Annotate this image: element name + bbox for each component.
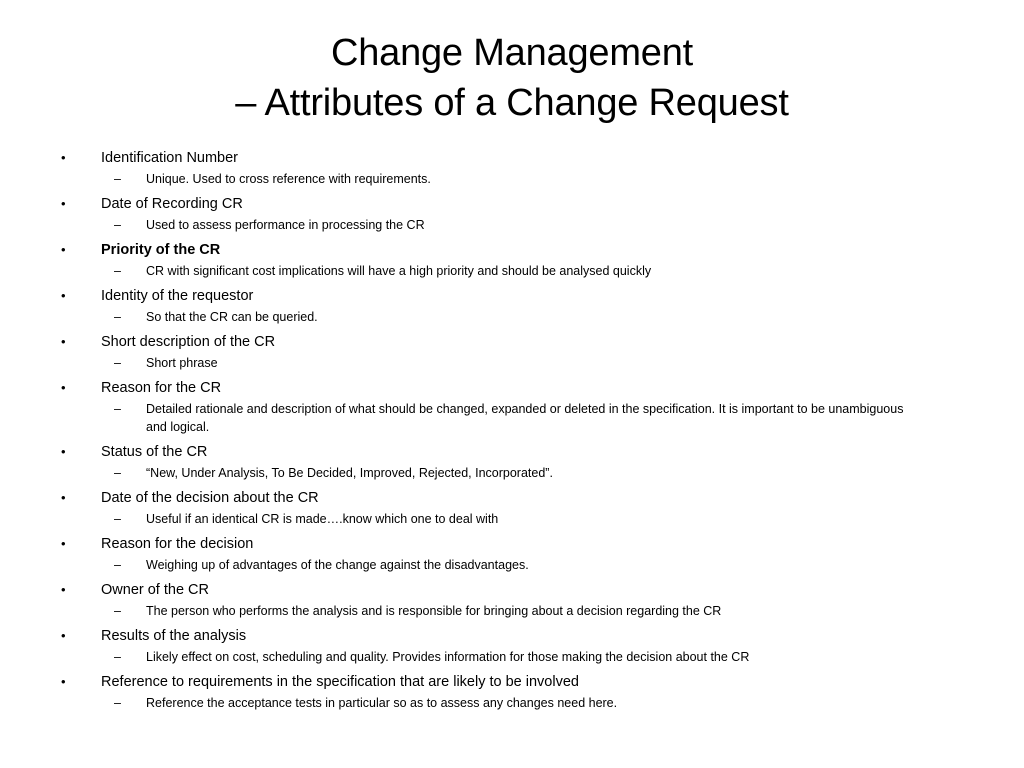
- title-line-1: Change Management: [330, 32, 694, 74]
- dash-icon: –: [114, 558, 121, 572]
- attribute-label: Results of the analysis: [101, 628, 247, 644]
- list-item: [0, 487, 1024, 528]
- list-item: [0, 147, 1024, 188]
- dash-icon: –: [114, 264, 121, 278]
- list-item: [0, 377, 1024, 436]
- attribute-label: Priority of the CR: [101, 242, 221, 258]
- bullet-icon: •: [61, 380, 66, 395]
- attribute-description: “New, Under Analysis, To Be Decided, Improved, Rejected, Incorporated”.: [146, 466, 553, 480]
- attribute-label: Short description of the CR: [101, 334, 276, 350]
- bullet-icon: •: [61, 150, 66, 165]
- attribute-label: Identity of the requestor: [101, 288, 254, 304]
- attribute-description: Reference the acceptance tests in particular so as to assess any changes need here.: [146, 696, 618, 710]
- attribute-description: Unique. Used to cross reference with requirements.: [146, 172, 431, 186]
- attribute-description: Useful if an identical CR is made….know which one to deal with: [146, 512, 499, 526]
- bullet-icon: •: [61, 196, 66, 211]
- attribute-description: Used to assess performance in processing the CR: [146, 218, 425, 232]
- attribute-description: So that the CR can be queried.: [146, 310, 318, 324]
- attribute-description: CR with significant cost implications will have a high priority and should be analysed quickly: [146, 264, 652, 278]
- bullet-list: [0, 147, 1024, 717]
- attribute-label: Date of the decision about the CR: [101, 490, 319, 506]
- bullet-icon: •: [61, 334, 66, 349]
- dash-icon: –: [114, 402, 121, 416]
- list-item: [0, 441, 1024, 482]
- bullet-icon: •: [61, 536, 66, 551]
- list-item: [0, 533, 1024, 574]
- dash-icon: –: [114, 604, 121, 618]
- list-item: [0, 239, 1024, 280]
- list-item: [0, 331, 1024, 372]
- dash-icon: –: [114, 356, 121, 370]
- bullet-icon: •: [61, 490, 66, 505]
- dash-icon: –: [114, 512, 121, 526]
- dash-icon: –: [114, 172, 121, 186]
- slide-title: [0, 28, 1024, 128]
- attribute-label: Date of Recording CR: [101, 196, 243, 212]
- attribute-description: Likely effect on cost, scheduling and quality. Provides information for those making the decision about the CR: [146, 650, 750, 664]
- list-item: [0, 671, 1024, 712]
- list-item: [0, 625, 1024, 666]
- bullet-icon: •: [61, 582, 66, 597]
- attribute-description: Short phrase: [146, 356, 218, 370]
- list-item: [0, 579, 1024, 620]
- attribute-label: Reference to requirements in the specification that are likely to be involved: [101, 674, 579, 690]
- title-line-2: – Attributes of a Change Request: [235, 82, 789, 124]
- bullet-icon: •: [61, 444, 66, 459]
- bullet-icon: •: [61, 674, 66, 689]
- list-item: [0, 193, 1024, 234]
- attribute-description: Weighing up of advantages of the change against the disadvantages.: [146, 558, 529, 572]
- bullet-icon: •: [61, 242, 66, 257]
- bullet-icon: •: [61, 628, 66, 643]
- attribute-label: Status of the CR: [101, 444, 208, 460]
- dash-icon: –: [114, 310, 121, 324]
- dash-icon: –: [114, 218, 121, 232]
- attribute-label: Owner of the CR: [101, 582, 209, 598]
- attribute-label: Reason for the CR: [101, 380, 222, 396]
- dash-icon: –: [114, 696, 121, 710]
- attribute-label: Identification Number: [101, 150, 239, 166]
- dash-icon: –: [114, 466, 121, 480]
- attribute-description: The person who performs the analysis and is responsible for bringing about a decision regarding the CR: [146, 604, 722, 618]
- bullet-icon: •: [61, 288, 66, 303]
- dash-icon: –: [114, 650, 121, 664]
- attribute-label: Reason for the decision: [101, 536, 254, 552]
- list-item: [0, 285, 1024, 326]
- attribute-description: Detailed rationale and description of what should be changed, expanded or deleted in the specification. It is important to be unambiguous and logical.: [146, 402, 904, 434]
